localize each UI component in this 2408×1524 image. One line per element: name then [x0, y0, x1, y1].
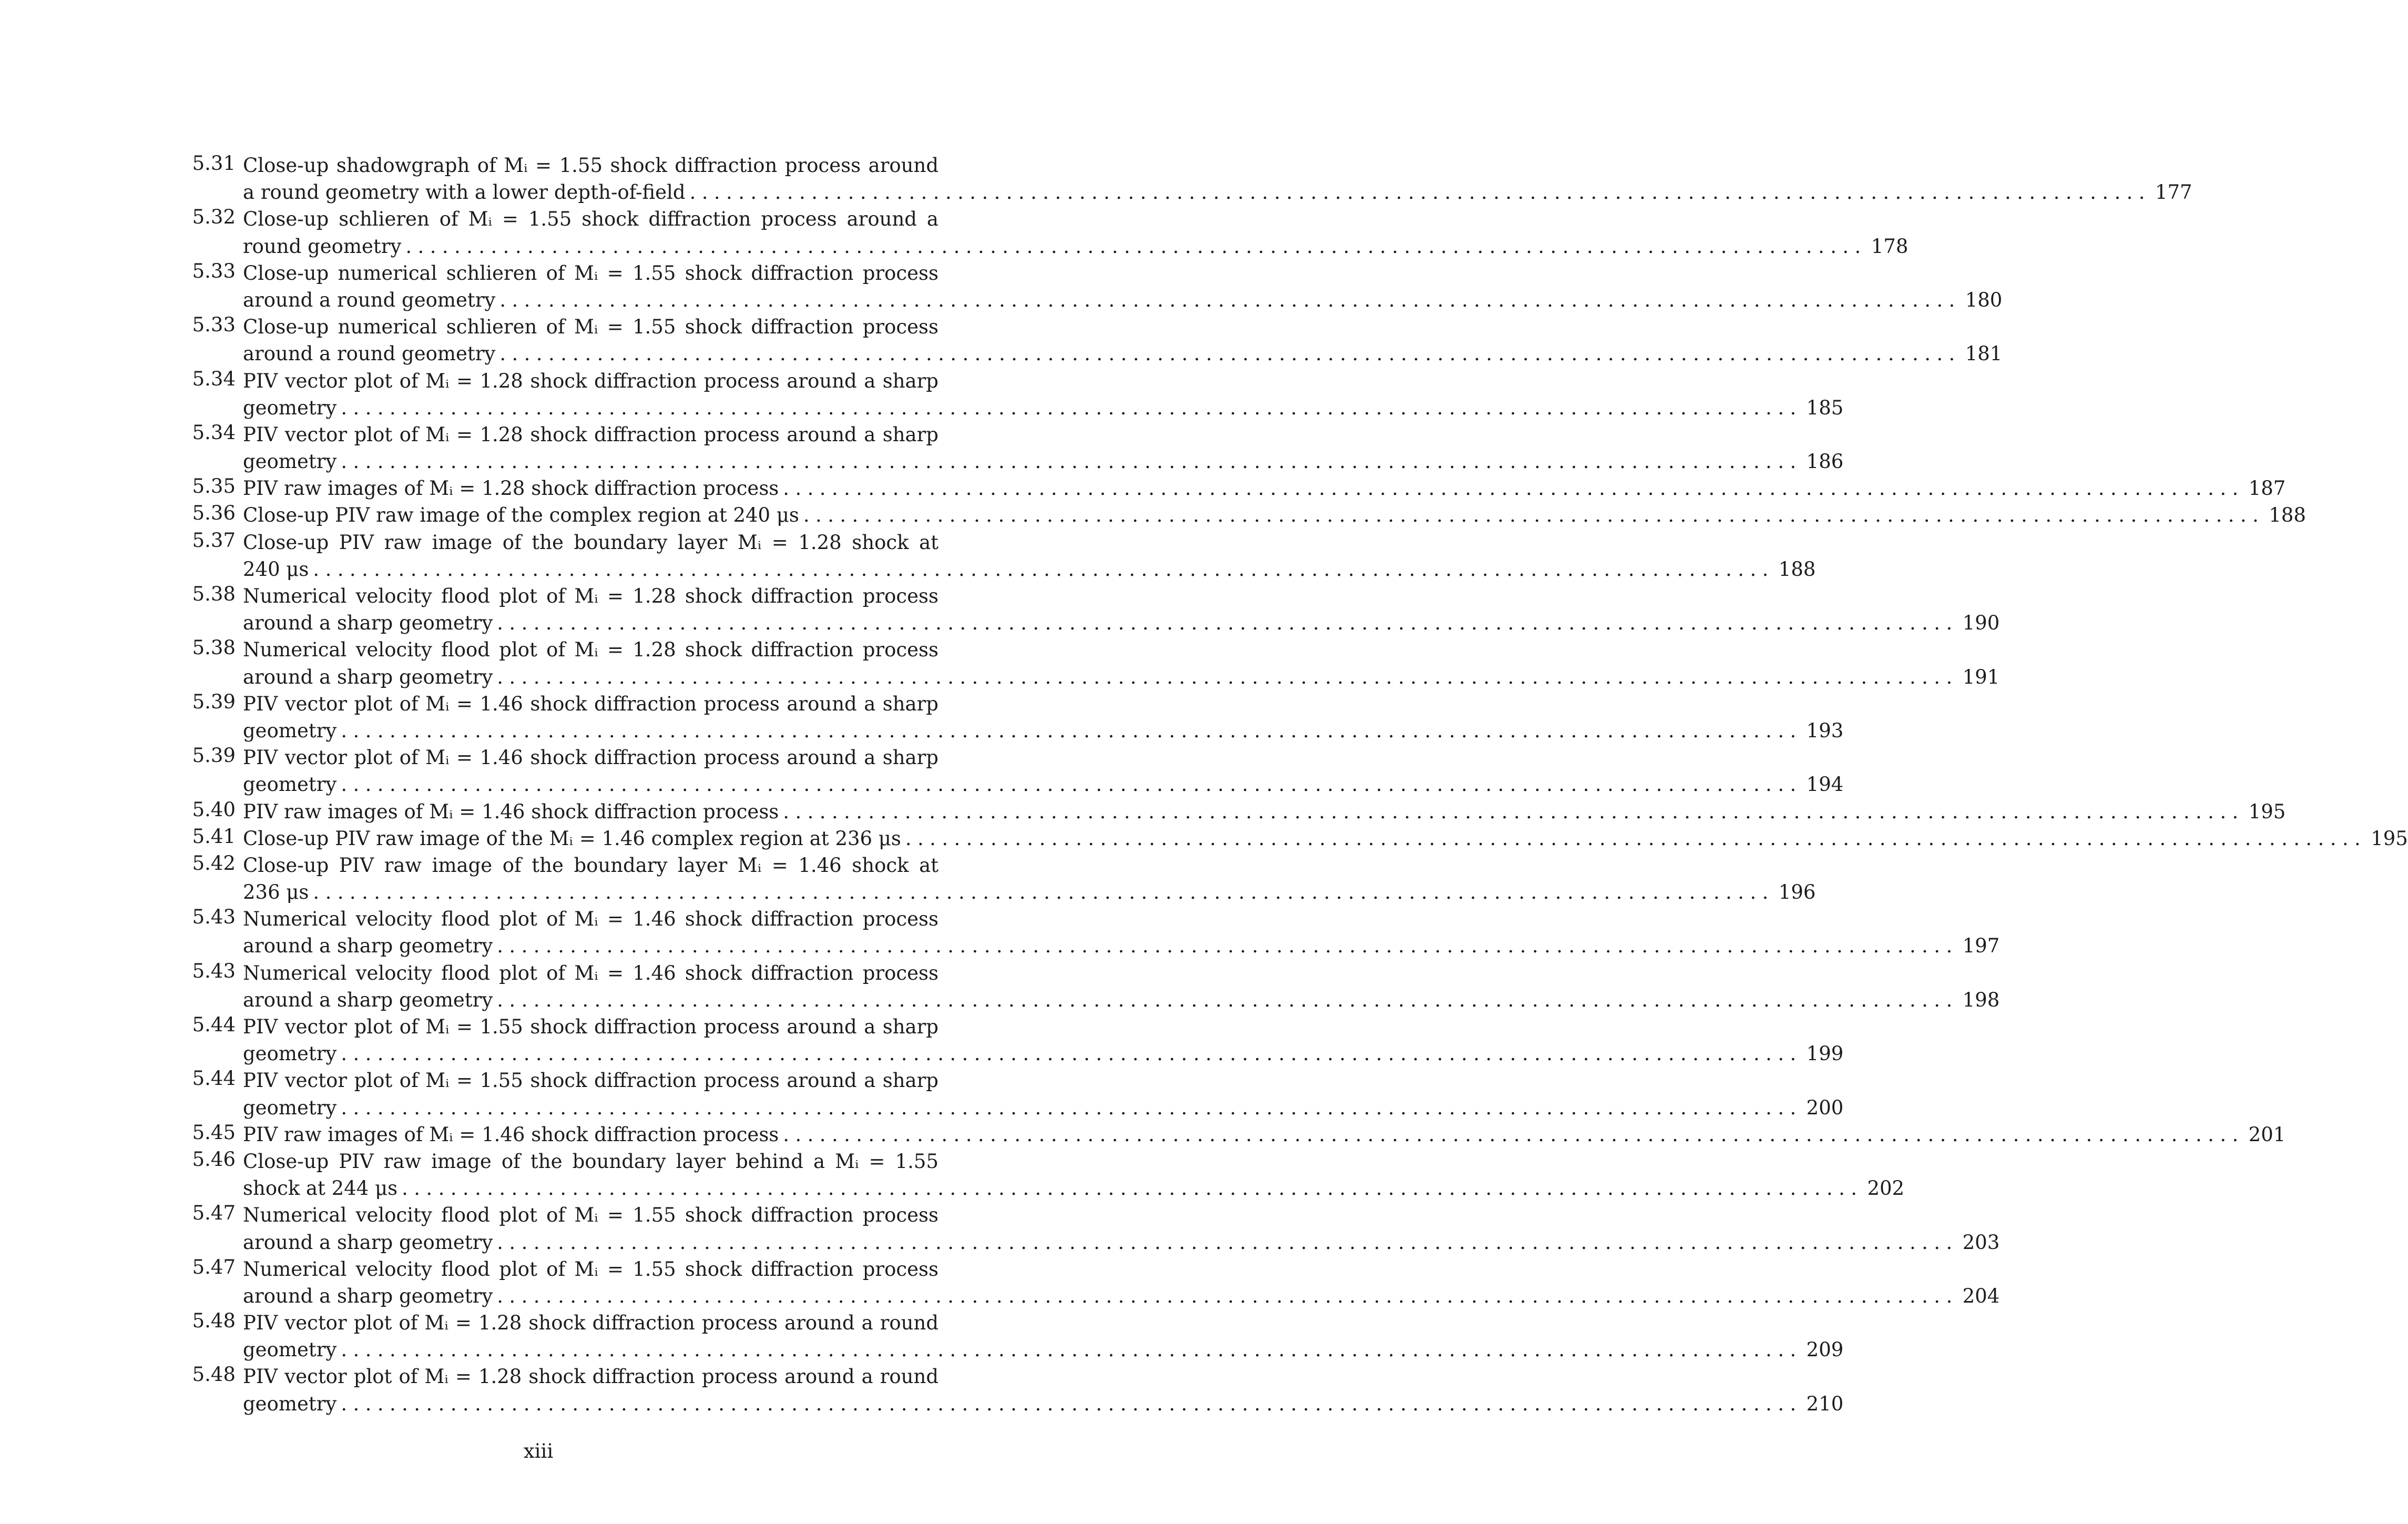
page-ref[interactable]: 190 [1962, 612, 2000, 635]
figure-caption [243, 1256, 2000, 1309]
figure-entry[interactable] [192, 636, 2000, 690]
caption-line: Close-up numerical schlieren of Mᵢ = 1.55 shock diffraction process [243, 261, 938, 285]
figure-number: 5.48 [192, 1309, 236, 1333]
figure-entry[interactable] [192, 1363, 1844, 1417]
caption-line: geometry [243, 773, 337, 796]
figure-entry[interactable] [192, 206, 1909, 259]
figure-number: 5.38 [192, 583, 236, 605]
page-ref[interactable]: 187 [2248, 477, 2286, 500]
caption-line: Close-up PIV raw image of the Mᵢ = 1.46 complex region at 236 μs [243, 827, 901, 850]
caption-line: Numerical velocity flood plot of Mᵢ = 1.46 shock diffraction process [243, 908, 938, 931]
caption-last-line [243, 179, 2192, 206]
figure-number: 5.44 [192, 1067, 236, 1090]
figure-caption [243, 1067, 1844, 1121]
dot-leader: ........................................................................................................................ [497, 1231, 1958, 1254]
caption-last-line [243, 1040, 1844, 1067]
figure-caption [243, 798, 2286, 825]
page-number: xiii [523, 1440, 554, 1462]
figure-number: 5.36 [192, 502, 236, 525]
figure-caption [243, 368, 1844, 421]
dot-leader: ........................................................................................................................ [497, 934, 1958, 958]
figure-caption [243, 206, 1909, 259]
figure-caption [243, 1202, 2000, 1255]
page-ref[interactable]: 186 [1806, 450, 1844, 473]
figure-caption [243, 1148, 1905, 1202]
caption-last-line [243, 664, 2000, 690]
page-ref[interactable]: 209 [1806, 1338, 1844, 1362]
dot-leader: ........................................................................................................................ [313, 881, 1774, 904]
figure-caption [243, 152, 2192, 206]
caption-line: PIV vector plot of Mᵢ = 1.28 shock diffraction process around a round [243, 1365, 938, 1388]
figure-number: 5.32 [192, 206, 236, 229]
figure-entry[interactable] [192, 798, 2286, 825]
figure-number: 5.40 [192, 798, 236, 821]
figure-caption [243, 906, 2000, 959]
caption-line: Numerical velocity flood plot of Mᵢ = 1.46 shock diffraction process [243, 961, 938, 984]
figure-number: 5.34 [192, 367, 236, 390]
figure-caption [243, 852, 1816, 906]
caption-line: Numerical velocity flood plot of Mᵢ = 1.28 shock diffraction process [243, 585, 938, 607]
figure-entry[interactable] [192, 475, 2286, 502]
caption-last-line [243, 287, 2003, 313]
figure-number: 5.35 [192, 475, 236, 498]
figure-entry[interactable] [192, 959, 2000, 1013]
caption-last-line [243, 1229, 2000, 1256]
figure-entry[interactable] [192, 152, 2192, 206]
dot-leader: ........................................................................................................................ [497, 988, 1958, 1011]
dot-leader: ........................................................................................................................ [497, 1284, 1958, 1307]
page-ref[interactable]: 204 [1962, 1284, 2000, 1307]
page-ref[interactable]: 210 [1806, 1392, 1844, 1415]
figure-entry[interactable] [192, 744, 1844, 798]
caption-line: a round geometry with a lower depth-of-field [243, 181, 686, 204]
caption-last-line [243, 987, 2000, 1013]
figure-caption [243, 1121, 2286, 1148]
figure-entry[interactable] [192, 583, 2000, 636]
caption-last-line [243, 1121, 2286, 1148]
figure-number: 5.43 [192, 959, 236, 982]
dot-leader: ........................................................................................................................ [341, 1392, 1802, 1415]
caption-last-line [243, 609, 2000, 636]
caption-last-line [243, 717, 1844, 744]
caption-line: round geometry [243, 235, 402, 258]
caption-line: geometry [243, 1392, 337, 1415]
figure-number: 5.33 [192, 259, 236, 282]
figure-caption [243, 960, 2000, 1013]
caption-line: around a sharp geometry [243, 988, 493, 1011]
caption-line: PIV vector plot of Mᵢ = 1.28 shock diffraction process around a round [243, 1312, 938, 1335]
caption-line: Close-up PIV raw image of the complex region at 240 μs [243, 504, 799, 527]
caption-line: PIV vector plot of Mᵢ = 1.55 shock diffraction process around a sharp [243, 1069, 938, 1092]
figure-number: 5.48 [192, 1363, 236, 1386]
dot-leader: ........................................................................................................................ [341, 1042, 1802, 1065]
caption-line: PIV raw images of Mᵢ = 1.28 shock diffraction process [243, 477, 779, 500]
figure-caption [243, 1363, 1844, 1417]
figure-caption [243, 825, 2408, 852]
caption-line: PIV vector plot of Mᵢ = 1.55 shock diffraction process around a sharp [243, 1015, 938, 1038]
caption-last-line [243, 502, 2306, 529]
figure-caption [243, 583, 2000, 636]
caption-line: geometry [243, 1338, 337, 1362]
figure-number: 5.33 [192, 313, 236, 337]
page-ref[interactable]: 178 [1871, 235, 1909, 258]
caption-line: geometry [243, 1042, 337, 1065]
caption-line: geometry [243, 719, 337, 742]
dot-leader: ........................................................................................................................ [341, 773, 1802, 796]
page-ref[interactable]: 202 [1867, 1177, 1905, 1200]
figure-number: 5.42 [192, 851, 236, 875]
figure-number: 5.44 [192, 1013, 236, 1036]
figure-number: 5.47 [192, 1255, 236, 1278]
caption-last-line [243, 1175, 1905, 1202]
caption-line: PIV vector plot of Mᵢ = 1.28 shock diffraction process around a sharp [243, 423, 938, 446]
figure-entry[interactable] [192, 906, 2000, 959]
figure-number: 5.45 [192, 1121, 236, 1144]
caption-line: around a sharp geometry [243, 612, 493, 635]
caption-line: 236 μs [243, 881, 309, 904]
page-ref[interactable]: 197 [1962, 934, 2000, 958]
caption-last-line [243, 1094, 1844, 1121]
dot-leader: ........................................................................................................................ [341, 396, 1802, 419]
figure-entry[interactable] [192, 1013, 1844, 1067]
caption-line: Close-up PIV raw image of the boundary layer Mᵢ = 1.46 shock at [243, 854, 938, 877]
caption-line: 240 μs [243, 557, 309, 581]
figure-caption [243, 1309, 1844, 1363]
caption-line: around a sharp geometry [243, 934, 493, 958]
figure-caption [243, 744, 1844, 798]
caption-line: PIV vector plot of Mᵢ = 1.46 shock diffraction process around a sharp [243, 692, 938, 715]
page-ref[interactable]: 199 [1806, 1042, 1844, 1065]
caption-last-line [243, 1336, 1844, 1363]
page-ref[interactable]: 185 [1806, 396, 1844, 419]
figure-number: 5.38 [192, 636, 236, 659]
figure-entry[interactable] [192, 1147, 1905, 1202]
caption-last-line [243, 556, 1816, 583]
caption-line: Close-up shadowgraph of Mᵢ = 1.55 shock diffraction process around [243, 154, 938, 177]
caption-last-line [243, 475, 2286, 502]
caption-line: Close-up numerical schlieren of Mᵢ = 1.55 shock diffraction process [243, 316, 938, 339]
page-ref[interactable]: 201 [2248, 1123, 2286, 1146]
page-ref[interactable]: 196 [1778, 881, 1816, 904]
figure-caption [243, 636, 2000, 690]
dot-leader: ........................................................................................................................ [341, 1338, 1802, 1362]
caption-last-line [243, 1283, 2000, 1309]
page-ref[interactable]: 203 [1962, 1231, 2000, 1254]
caption-last-line [243, 233, 1909, 260]
list-of-figures [192, 152, 2408, 1417]
dot-leader: ........................................................................................................................ [783, 800, 2244, 823]
dot-leader: ........................................................................................................................ [313, 557, 1774, 581]
figure-caption [243, 313, 2003, 367]
figure-entry[interactable] [192, 825, 2408, 852]
figure-number: 5.37 [192, 529, 236, 552]
figure-entry[interactable] [192, 1202, 2000, 1255]
dot-leader: ........................................................................................................................ [499, 288, 1961, 311]
page-ref[interactable]: 198 [1962, 988, 2000, 1011]
figure-entry[interactable] [192, 690, 1844, 744]
dot-leader: ........................................................................................................................ [689, 181, 2151, 204]
caption-line: Numerical velocity flood plot of Mᵢ = 1.55 shock diffraction process [243, 1257, 938, 1281]
caption-line: Numerical velocity flood plot of Mᵢ = 1.55 shock diffraction process [243, 1204, 938, 1227]
caption-last-line [243, 394, 1844, 421]
page-ref[interactable]: 200 [1806, 1096, 1844, 1119]
caption-last-line [243, 798, 2286, 825]
caption-line: PIV vector plot of Mᵢ = 1.46 shock diffraction process around a sharp [243, 746, 938, 769]
page-ref[interactable]: 193 [1806, 719, 1844, 742]
caption-line: PIV vector plot of Mᵢ = 1.28 shock diffraction process around a sharp [243, 369, 938, 392]
dot-leader: ........................................................................................................................ [905, 827, 2367, 850]
figure-number: 5.31 [192, 152, 236, 175]
figure-number: 5.34 [192, 421, 236, 444]
caption-last-line [243, 448, 1844, 475]
caption-line: geometry [243, 450, 337, 473]
figure-entry[interactable] [192, 1121, 2286, 1148]
caption-line: around a round geometry [243, 342, 496, 365]
page-ref[interactable]: 195 [2371, 827, 2408, 850]
figure-number: 5.39 [192, 690, 236, 713]
page-ref[interactable]: 180 [1965, 288, 2003, 311]
caption-line: around a sharp geometry [243, 665, 493, 688]
figure-caption [243, 529, 1816, 583]
dot-leader: ........................................................................................................................ [499, 342, 1961, 365]
caption-last-line [243, 771, 1844, 798]
caption-last-line [243, 825, 2408, 852]
dot-leader: ........................................................................................................................ [497, 665, 1958, 688]
figure-caption [243, 475, 2286, 502]
page-ref[interactable]: 177 [2155, 181, 2192, 204]
figure-caption [243, 1013, 1844, 1067]
page-ref[interactable]: 194 [1806, 773, 1844, 796]
caption-line: Numerical velocity flood plot of Mᵢ = 1.28 shock diffraction process [243, 638, 938, 662]
caption-line: around a sharp geometry [243, 1284, 493, 1307]
dot-leader: ........................................................................................................................ [341, 450, 1802, 473]
figure-caption [243, 690, 1844, 744]
dot-leader: ........................................................................................................................ [341, 719, 1802, 742]
figure-entry[interactable] [192, 1309, 1844, 1363]
caption-line: shock at 244 μs [243, 1177, 398, 1200]
caption-last-line [243, 879, 1816, 906]
caption-last-line [243, 340, 2003, 367]
caption-line: Close-up PIV raw image of the boundary layer behind a Mᵢ = 1.55 [243, 1150, 938, 1173]
caption-line: PIV raw images of Mᵢ = 1.46 shock diffraction process [243, 800, 779, 823]
dot-leader: ........................................................................................................................ [402, 1177, 1863, 1200]
figure-entry[interactable] [192, 367, 1844, 421]
figure-entry[interactable] [192, 1255, 2000, 1309]
dot-leader: ........................................................................................................................ [783, 477, 2244, 500]
figure-number: 5.39 [192, 744, 236, 767]
dot-leader: ........................................................................................................................ [405, 235, 1867, 258]
figure-entry[interactable] [192, 1067, 1844, 1121]
figure-number: 5.47 [192, 1202, 236, 1225]
figure-caption [243, 260, 2003, 313]
dot-leader: ........................................................................................................................ [783, 1123, 2244, 1146]
caption-line: PIV raw images of Mᵢ = 1.46 shock diffraction process [243, 1123, 779, 1146]
page-ref[interactable]: 195 [2248, 800, 2286, 823]
page-ref[interactable]: 181 [1965, 342, 2003, 365]
figure-number: 5.41 [192, 825, 236, 848]
figure-entry[interactable] [192, 502, 2306, 529]
caption-last-line [243, 932, 2000, 959]
page-ref[interactable]: 191 [1962, 665, 2000, 688]
caption-line: geometry [243, 396, 337, 419]
figure-entry[interactable] [192, 851, 1816, 906]
figure-number: 5.43 [192, 906, 236, 929]
page-ref[interactable]: 188 [1778, 557, 1816, 581]
dot-leader: ........................................................................................................................ [497, 612, 1958, 635]
caption-line: geometry [243, 1096, 337, 1119]
caption-line: Close-up schlieren of Mᵢ = 1.55 shock diffraction process around a [243, 208, 938, 231]
caption-last-line [243, 1390, 1844, 1417]
figure-entry[interactable] [192, 529, 1816, 583]
caption-line: Close-up PIV raw image of the boundary layer Mᵢ = 1.28 shock at [243, 531, 938, 554]
dot-leader: ........................................................................................................................ [341, 1096, 1802, 1119]
figure-number: 5.46 [192, 1147, 236, 1171]
caption-line: around a round geometry [243, 288, 496, 311]
figure-entry[interactable] [192, 259, 2003, 313]
figure-entry[interactable] [192, 313, 2003, 367]
dot-leader: ........................................................................................................................ [803, 504, 2265, 527]
page-ref[interactable]: 188 [2269, 504, 2306, 527]
figure-caption [243, 421, 1844, 475]
caption-line: around a sharp geometry [243, 1231, 493, 1254]
figure-entry[interactable] [192, 421, 1844, 475]
figure-caption [243, 502, 2306, 529]
